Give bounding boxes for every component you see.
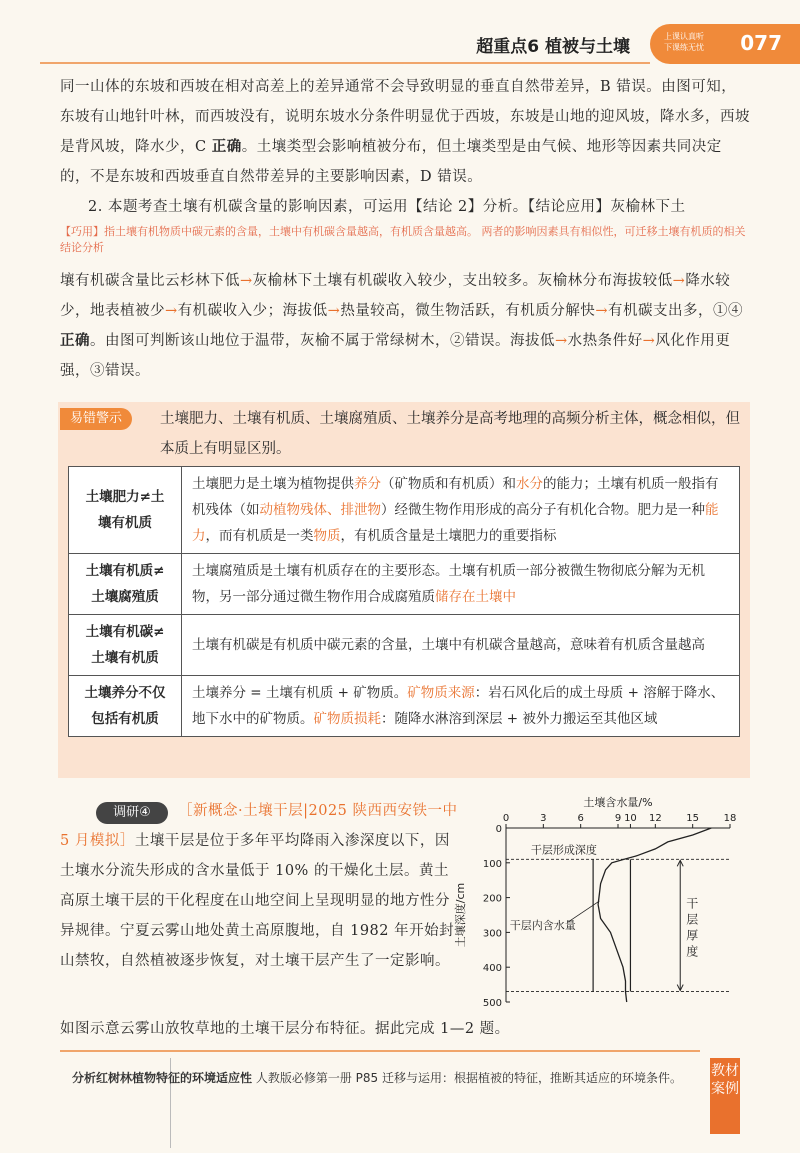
x-tick-label: 15 — [686, 813, 700, 824]
x-tick-label: 18 — [723, 813, 737, 824]
p1-correct: 正确 — [211, 139, 242, 155]
footer-divider — [60, 1050, 700, 1052]
annotation-thickness — [677, 860, 698, 990]
thickness-label-char: 层 — [686, 912, 699, 927]
answer-paragraph-2: 2. 本题考查土壤有机碳含量的影响因素，可运用【结论 2】分析。【结论应用】灰榆林下土 — [88, 199, 686, 215]
survey-source: ［新概念·土壤干层|2025 陕西西安铁一中 5 月模拟］ — [60, 803, 458, 849]
row-key: 土壤有机质≠土壤腐殖质 — [69, 554, 182, 615]
thickness-label-char: 干 — [686, 896, 699, 911]
x-tick-label: 9 — [614, 813, 622, 824]
y-tick-label: 0 — [495, 824, 502, 835]
arrow: → — [327, 303, 341, 319]
y-tick-label: 100 — [482, 858, 502, 870]
y-tick-label: 300 — [482, 928, 502, 940]
p3-part-h: 水热条件好 — [567, 333, 643, 349]
y-tick-label: 500 — [482, 998, 502, 1009]
slogan — [664, 31, 704, 53]
p3-part-f: 有机碳支出多，①④ — [607, 303, 743, 319]
annotation-moisture: 干层内含水量 — [509, 918, 576, 932]
survey-instruction: 如图示意云雾山放牧草地的土壤干层分布特征。据此完成 1—2 题。 — [60, 1021, 510, 1037]
row-content: 土壤有机碳是有机质中碳元素的含量，土壤中有机碳含量越高，意味着有机质含量越高 — [182, 615, 740, 676]
slogan-line-1: 上课认真听 — [664, 32, 704, 41]
y-tick-label: 200 — [482, 893, 502, 905]
thickness-label-char: 厚 — [686, 928, 699, 943]
arrow: → — [642, 333, 656, 349]
page-number: 077 — [740, 31, 782, 55]
y-axis — [483, 824, 510, 1009]
answer-paragraph-1 — [60, 72, 750, 192]
row-content: 土壤腐殖质是土壤有机质存在的主要形态。土壤有机质一部分被微生物彻底分解为无机物，另一部分通过微生物作用合成腐殖质储存在土壤中 — [182, 554, 740, 615]
p3-part-d: 有机碳收入少；海拔低 — [177, 303, 328, 319]
row-key: 土壤养分不仅包括有机质 — [69, 676, 182, 737]
arrow: → — [240, 273, 253, 289]
x-tick-label: 3 — [540, 813, 547, 824]
p1-text: 同一山体的东坡和西坡在相对高差上的差异通常不会导致明显的垂直自然带差异，B 错误。由图可知，东坡有山地针叶林，而西坡没有，说明东坡水分条件明显优于西坡，东坡是山地的迎风坡，降水多，西坡是背风坡，降水少，C — [60, 79, 750, 155]
p3-part-a: 壤有机碳含量比云杉林下低 — [60, 273, 240, 289]
annotation-leader — [568, 901, 599, 922]
chart-title: 土壤含水量/% — [583, 796, 653, 809]
p3-part-b: 灰榆林下土壤有机碳收入较少，支出较多。灰榆林分布海拔较低 — [252, 273, 673, 289]
p1-tail: 。土壤类型会影响植被分布，但土壤类型是由气候、地形等因素共同决定的，不是东坡和西坡垂直自然带差异的主要影响因素，D 错误。 — [60, 139, 722, 185]
footer-body: 人教版必修第一册 P85 迁移与运用：根据植被的特征，推断其适应的环境条件。 — [252, 1071, 682, 1085]
warning-tag: 易错警示 — [60, 408, 132, 430]
header-divider — [40, 62, 650, 64]
slogan-line-2: 下课练无忧 — [664, 43, 704, 52]
answer-paragraph-3 — [60, 266, 750, 386]
row-key: 土壤有机碳≠土壤有机质 — [69, 615, 182, 676]
tip-note: 【巧用】指土壤有机物质中碳元素的含量，土壤中有机碳含量越高，有机质含量越高。 两者的影响因素具有相似性，可迁移土壤有机质的相关结论分析 — [60, 225, 746, 254]
footer-title: 分析红树林植物特征的环境适应性 — [72, 1071, 253, 1085]
table-row — [69, 615, 740, 676]
table-row — [69, 467, 740, 554]
p3-part-g: 。由图可判断该山地位于温带，灰榆不属于常绿树木，②错误。海拔低 — [90, 333, 555, 349]
y-tick-label: 400 — [482, 963, 502, 975]
footer-text — [72, 1068, 692, 1088]
arrow: → — [672, 273, 686, 289]
arrow: → — [555, 333, 568, 349]
page-header — [0, 24, 800, 68]
p3-correct: 正确 — [60, 333, 90, 349]
y-axis-label: 土壤深度/cm — [454, 882, 467, 948]
arrow: → — [165, 303, 178, 319]
survey-text — [60, 796, 460, 976]
p3-part-e: 热量较高，微生物活跃，有机质分解快 — [340, 303, 596, 319]
row-key: 土壤肥力≠土壤有机质 — [69, 467, 182, 554]
x-tick-label: 12 — [648, 813, 662, 824]
survey-body: 土壤干层是位于多年平均降雨入渗深度以下，因土壤水分流失形成的含水量低于 10% 的干燥化土层。黄土高原土壤干层的干化程度在山地空间上呈现明显的地方性分异规律。宁夏云雾山地处黄土高原腹地，自 1982 年开始封山禁牧，自然植被逐步恢复，对土壤干层产生了一定影响。 — [60, 833, 455, 969]
x-axis — [503, 813, 737, 828]
x-tick-label: 10 — [624, 813, 637, 824]
table-row — [69, 676, 740, 737]
arrow: → — [595, 303, 608, 319]
chapter-title: 超重点6 植被与土壤 — [476, 37, 630, 57]
soil-moisture-chart — [448, 790, 748, 1020]
annotation-dry-depth: 干层形成深度 — [530, 843, 597, 857]
thickness-label-char: 度 — [686, 944, 699, 959]
warning-intro: 土壤肥力、土壤有机质、土壤腐殖质、土壤养分是高考地理的高频分析主体，概念相似，但本质上有明显区别。 — [160, 411, 740, 457]
p3-part-c: 降水较少，地表植被少 — [60, 273, 731, 319]
row-content: 土壤肥力是土壤为植物提供养分（矿物质和有机质）和水分的能力；土壤有机质一般指有机残体（如动植物残体、排泄物）经微生物作用形成的高分子有机化合物。肥力是一种能力，而有机质是一类物质，有机质含量是土壤肥力的重要指标 — [182, 467, 740, 554]
p3-part-i: 风化作用更强，③错误。 — [60, 333, 731, 379]
x-tick-label: 6 — [577, 813, 584, 824]
x-tick-label: 0 — [502, 813, 510, 824]
comparison-table — [68, 466, 740, 737]
survey-tag: 调研④ — [96, 802, 168, 824]
page-badge — [650, 24, 800, 64]
table-row — [69, 554, 740, 615]
textbook-case-tab: 教材案例 — [710, 1058, 740, 1134]
row-content: 土壤养分 = 土壤有机质 + 矿物质。矿物质来源：岩石风化后的成土母质 + 溶解于降水、地下水中的矿物质。矿物质损耗：随降水淋溶到深层 + 被外力搬运至其他区域 — [182, 676, 740, 737]
